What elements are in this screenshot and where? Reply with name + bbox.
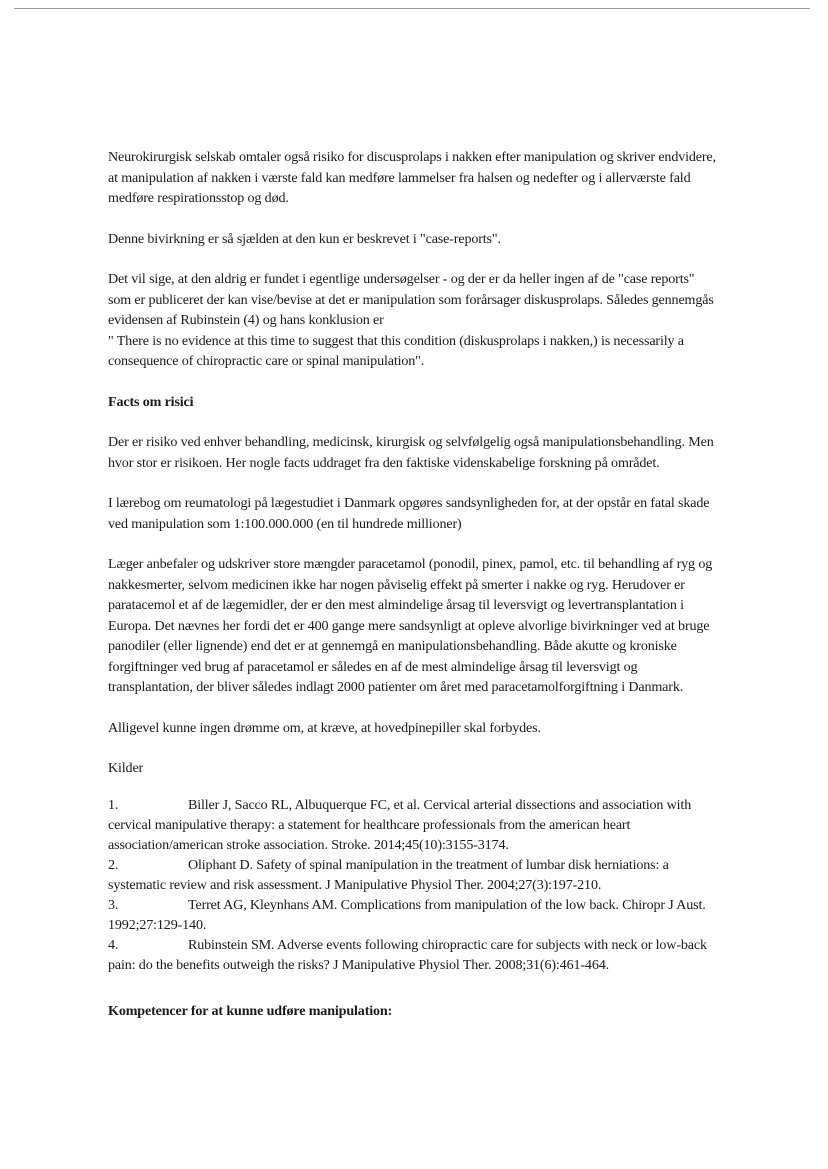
reference-item <box>108 935 720 975</box>
heading-kilder: Kilder <box>108 760 144 776</box>
heading-facts-om-risici: Facts om risici <box>108 393 194 410</box>
paragraph-quote: " There is no evidence at this time to suggest that this condition (diskusprolaps i nakken,) is necessarily a consequence of chiropractic care or spinal manipulation". <box>108 332 684 369</box>
paragraph-laerebog: I lærebog om reumatologi på lægestudiet i Danmark opgøres sandsynligheden for, at der opstår en fatal skade ved manipulation som 1:100.000.000 (en til hundrede millioner) <box>108 495 710 532</box>
paragraph-evidens: Det vil sige, at den aldrig er fundet i egentlige undersøgelser - og der er da heller ingen af de "case reports" som er publiceret der kan vise/bevise at det er manipulation som forårsager diskusprolaps. Således gennemgås evidensen af Rubinstein (4) og hans konklusion er <box>108 271 714 328</box>
paragraph-neurokirurgisk: Neurokirurgisk selskab omtaler også risiko for discusprolaps i nakken efter manipulation og skriver endvidere, at manipulation af nakken i værste fald kan medføre lammelser fra halsen og nedefter og i allerværste fald medføre respirationsstop og død. <box>108 149 716 206</box>
reference-text: Terret AG, Kleynhans AM. Complications from manipulation of the low back. Chiropr J Aust. 1992;27:129-140. <box>108 896 706 933</box>
reference-item <box>108 795 720 855</box>
reference-text: Biller J, Sacco RL, Albuquerque FC, et al. Cervical arterial dissections and association with cervical manipulative therapy: a statement for healthcare professionals from the american heart association/american stroke association. Stroke. 2014;45(10):3155-3174. <box>108 796 692 853</box>
reference-item <box>108 895 720 935</box>
reference-item <box>108 855 720 895</box>
document-page <box>108 147 720 1021</box>
reference-list <box>108 795 720 975</box>
paragraph-risiko: Der er risiko ved enhver behandling, medicinsk, kirurgisk og selvfølgelig også manipulationsbehandling. Men hvor stor er risikoen. Her nogle facts uddraget fra den faktiske videnskabelige forskning på området. <box>108 434 714 471</box>
reference-number: 3. <box>108 896 119 913</box>
paragraph-paracetamol: Læger anbefaler og udskriver store mængder paracetamol (ponodil, pinex, pamol, etc. til behandling af ryg og nakkesmerter, selvom medicinen ikke har nogen påviselig effekt på smerter i nakke og ryg. Herudover er paratacemol et af de lægemidler, der er den mest almindelige årsag til leversvigt og levertransplantation i Europa. Det nævnes her fordi det er 400 gange mere sandsynligt at opleve alvorlige bivirkninger ved at bruge panodiler (eller lignende) end det er at gennemgå en manipulationsbehandling. Både akutte og kroniske forgiftninger ved brug af paracetamol er således en af de mest almindelige årsag til leversvigt og transplantation, der bliver således indlagt 2000 patienter om året med paracetamolforgiftning i Danmark. <box>108 556 713 695</box>
reference-text: Oliphant D. Safety of spinal manipulation in the treatment of lumbar disk herniations: a systematic review and risk assessment. J Manipulative Physiol Ther. 2004;27(3):197-210. <box>108 856 669 893</box>
reference-number: 2. <box>108 856 119 873</box>
paragraph-hovedpinepiller: Alligevel kunne ingen drømme om, at kræve, at hovedpinepiller skal forbydes. <box>108 719 541 736</box>
paragraph-bivirkning: Denne bivirkning er så sjælden at den kun er beskrevet i "case-reports". <box>108 230 501 247</box>
heading-kompetencer: Kompetencer for at kunne udføre manipulation: <box>108 1002 393 1019</box>
reference-text: Rubinstein SM. Adverse events following chiropractic care for subjects with neck or low-back pain: do the benefits outweigh the risks? J Manipulative Physiol Ther. 2008;31(6):461-464. <box>108 936 707 973</box>
reference-number: 1. <box>108 796 119 813</box>
reference-number: 4. <box>108 936 119 953</box>
page-top-rule <box>14 8 810 9</box>
